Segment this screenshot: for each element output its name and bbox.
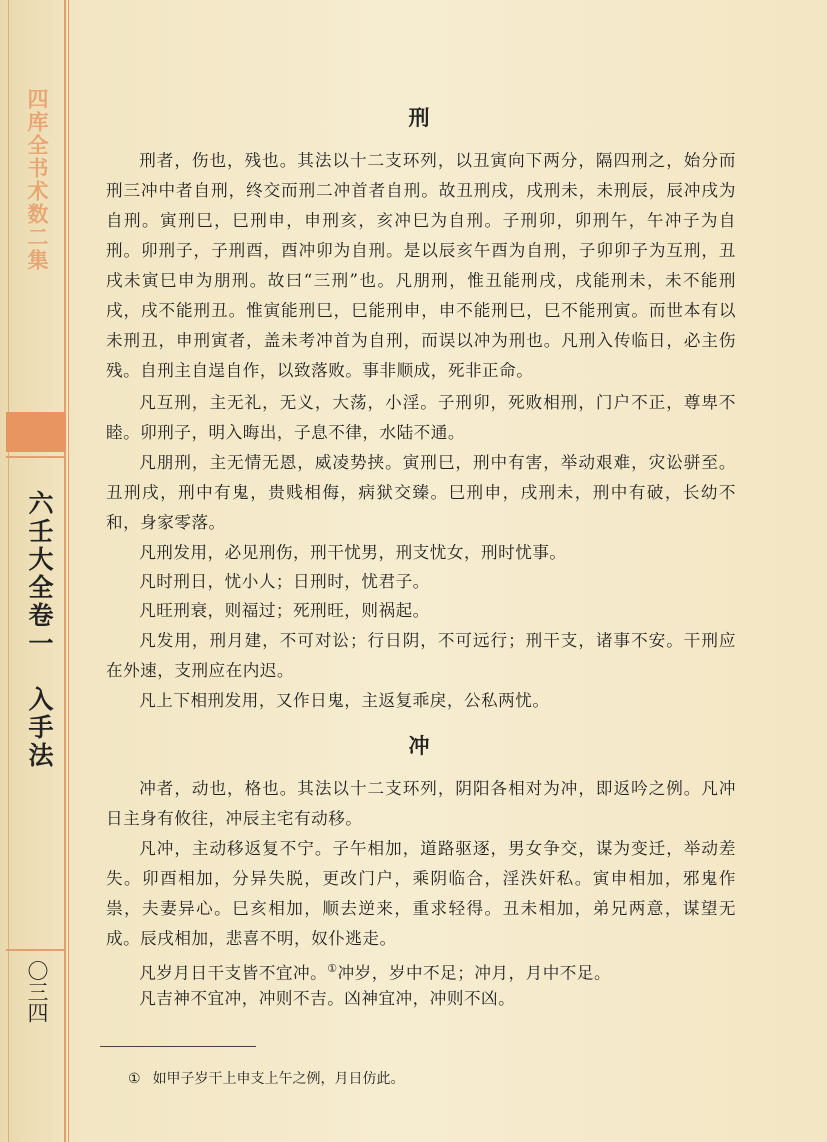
footnote-text: 如甲子岁干上申支上午之例，月日仿此。 — [152, 1071, 405, 1087]
footnote — [128, 1068, 728, 1090]
margin-rule — [64, 0, 66, 1142]
paragraph: 凡互刑，主无礼，无义，大荡，小淫。子刑卯，死败相刑，门户不正，尊卑不睦。卯刑子，明入晦出，子息不律，水陆不通。 — [106, 393, 736, 442]
paragraph: 冲者，动也，格也。其法以十二支环列，阴阳各相对为冲，即返吟之例。凡冲日主身有攸往，冲辰主宅有动移。 — [106, 779, 736, 828]
section-tab-marker — [6, 412, 66, 452]
paragraph: 凡刑发用，必见刑伤，刑干忧男，刑支忧女，刑时忧事。 — [139, 543, 567, 562]
paragraph: 凡吉神不宜冲，冲则不吉。凶神宜冲，冲则不凶。 — [139, 989, 516, 1008]
paragraph: 凡朋刑，主无情无恩，威凌势挟。寅刑巳，刑中有害，举动艰难，灾讼骈至。丑刑戌，刑中有鬼，贵贱相侮，病狱交臻。巳刑申，戌刑未，刑中有破，长幼不和，身家零落。 — [106, 453, 736, 532]
section-title-chong: 冲 — [408, 733, 434, 758]
book-title: 六壬大全卷一 入手法 — [25, 490, 54, 770]
section-title-xing: 刑 — [408, 105, 434, 130]
series-title: 四库全书术数二集 — [25, 88, 49, 272]
sidebar-divider — [6, 456, 66, 458]
paragraph: 凡时刑日，忧小人；日刑时，忧君子。 — [139, 572, 430, 591]
page-number: 〇三四 — [25, 960, 49, 1023]
paragraph: 刑者，伤也，残也。其法以十二支环列，以丑寅向下两分，隔四刑之，始分而刑三冲中者自刑，终交而刑二冲首者自刑。故丑刑戌，戌刑未，未刑辰，辰冲戌为自刑。寅刑巳，巳刑申，申刑亥，亥冲巳为自刑。子刑卯，卯刑午，午冲子为自刑。卯刑子，子刑酉，酉冲卯为自刑。是以辰亥午酉为自刑，子卯卯子为互刑，丑戌未寅巳申为朋刑。故曰“三刑”也。凡朋刑，惟丑能刑戌，戌能刑未，未不能刑戌，戌不能刑丑。惟寅能刑巳，巳能刑申，申不能刑巳，巳不能刑寅。而世本有以未刑丑，申刑寅者，盖未考冲首为自刑，而误以冲为刑也。凡刑入传临日，必主伤残。自刑主自逞自作，以致落败。事非顺成，死非正命。 — [106, 151, 736, 380]
footnote-mark: ① — [128, 1071, 141, 1087]
margin-rule — [68, 0, 69, 1142]
paragraph: 凡旺刑衰，则福过；死刑旺，则祸起。 — [139, 601, 430, 620]
paragraph-text: 冲岁，岁中不足；冲月，月中不足。 — [337, 963, 612, 983]
sidebar-divider — [6, 949, 66, 951]
footnote-reference[interactable]: ① — [327, 962, 338, 975]
paragraph: 凡冲，主动移返复不宁。子午相加，道路驱逐，男女争交，谋为变迁，举动差失。卯酉相加，分异失脱，更改门户，乘阴临合，淫泆奸私。寅申相加，邪鬼作祟，夫妻异心。巳亥相加，顺去逆来，重求轻得。丑未相加，弟兄两意，谋望无成。辰戌相加，悲喜不明，奴仆逃走。 — [106, 839, 736, 948]
margin-rule — [8, 0, 9, 1142]
footnote-divider — [100, 1046, 256, 1047]
paragraph: 凡发用，刑月建，不可对讼；行日阴，不可远行；刑干支，诸事不安。干刑应在外速，支刑应在内迟。 — [106, 631, 736, 680]
paragraph: 凡上下相刑发用，又作日鬼，主返复乖戾，公私两忧。 — [139, 691, 550, 710]
paragraph-text: 凡岁月日干支皆不宜冲。 — [139, 963, 328, 983]
